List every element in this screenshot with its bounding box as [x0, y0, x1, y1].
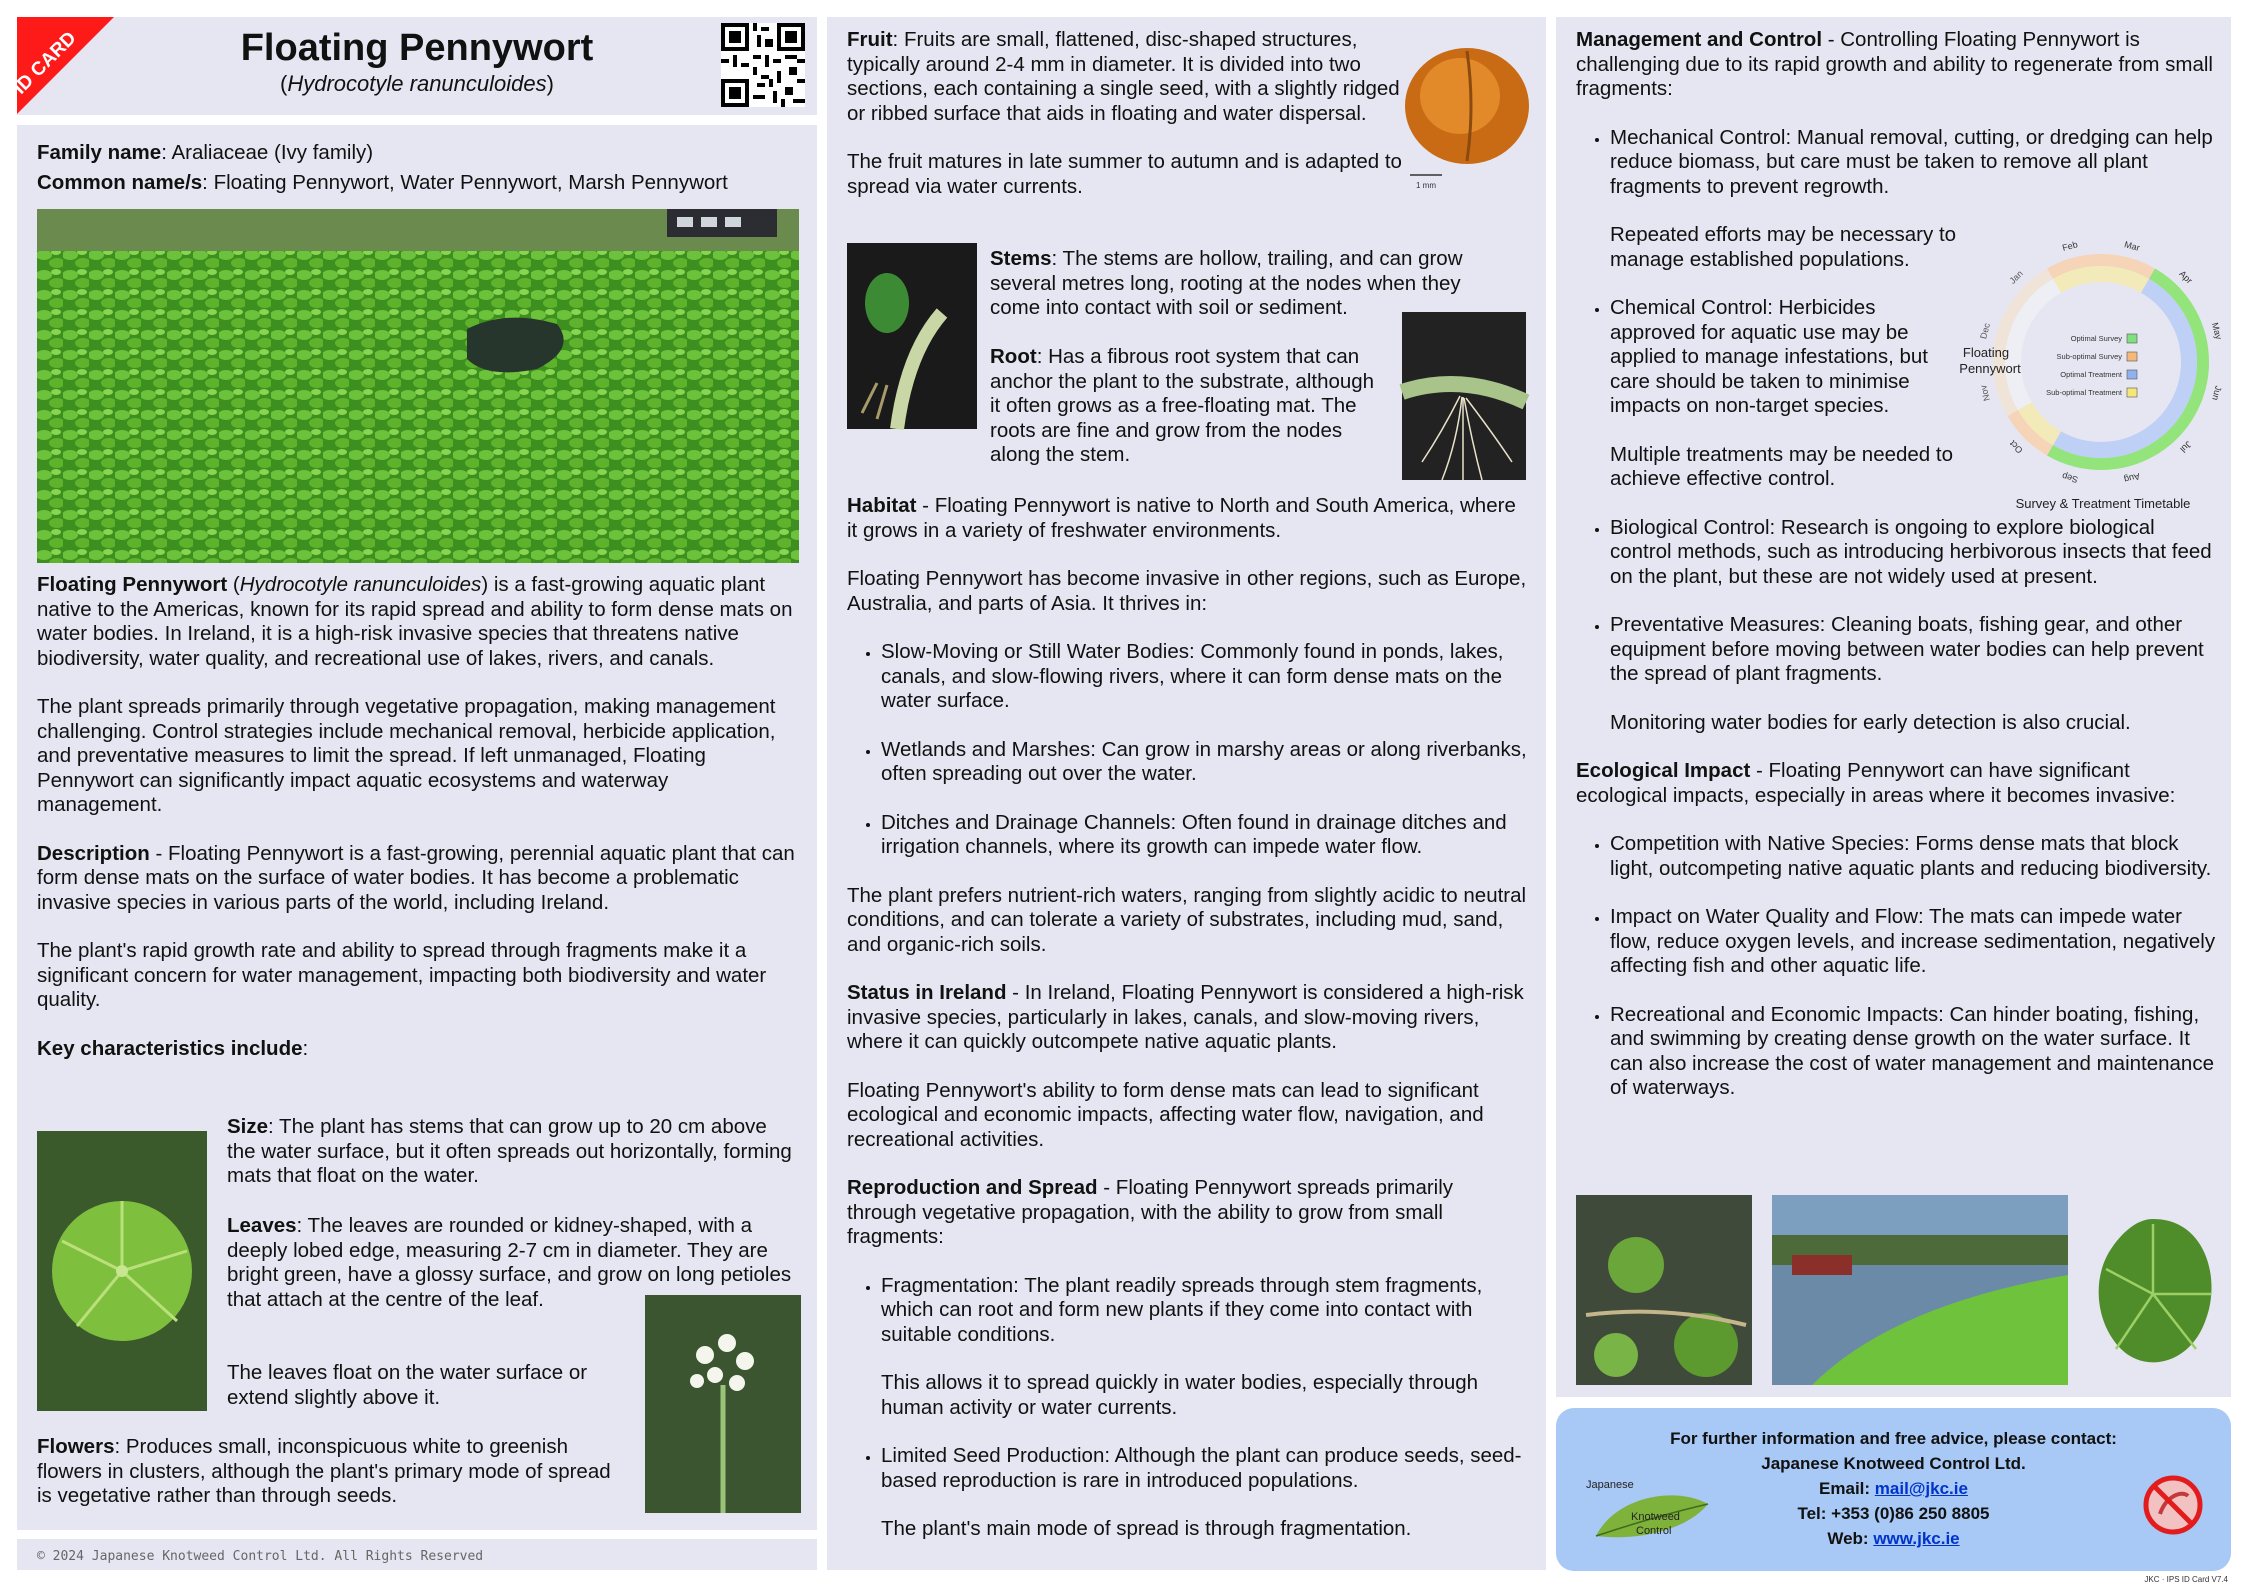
flowers-text: Flowers: Produces small, inconspicuous white to greenish flowers in clusters, although the plant's primary mode of spread is vegetative rather than through seeds. [37, 1435, 611, 1507]
contact-intro: For further information and free advice, please contact: [1670, 1429, 2117, 1448]
legend-label: Optimal Survey [2070, 334, 2122, 343]
management-text: Management and Control - Controlling Floating Pennywort is challenging due to its rapid growth and ability to regenerate from small fragments: [1576, 28, 2213, 100]
habitat-list [847, 640, 1527, 860]
month-label: Nov [1978, 384, 1992, 403]
canal-photo [1772, 1195, 2068, 1385]
badge-text: ID CARD [9, 27, 81, 99]
copyright-text: © 2024 Japanese Knotweed Control Ltd. All Rights Reserved [37, 1549, 484, 1564]
id-card-badge [9, 17, 117, 117]
month-label: Dec [1978, 321, 1992, 340]
seed-text-2: The plant's main mode of spread is through fragmentation. [881, 1517, 1412, 1540]
legend-label: Sub-optimal Survey [2056, 352, 2122, 361]
contact-phone: Tel: +353 (0)86 250 8805 [1797, 1504, 1990, 1523]
chemical-text-2: Multiple treatments may be needed to achieve effective control. [1610, 442, 1953, 490]
company-name: Japanese Knotweed Control Ltd. [1761, 1454, 2026, 1473]
middle-column [827, 17, 1546, 1570]
month-label: Apr [2177, 268, 2195, 286]
contact-web: Web: www.jkc.ie [1827, 1529, 1960, 1548]
logo-text: Control [1636, 1525, 1672, 1537]
contact-box [1556, 1408, 2231, 1571]
fruit-photo [1400, 41, 1534, 191]
qr-code-icon [721, 23, 805, 107]
logo-text: Knotweed [1631, 1511, 1680, 1523]
contact-email: Email: mail@jkc.ie [1819, 1479, 1968, 1498]
reproduction-text: Reproduction and Spread - Floating Pennywort spreads primarily through vegetative propagation, with the ability to grow from small fragments: [847, 1176, 1454, 1248]
root-text: Root: Has a fibrous root system that can anchor the plant to the substrate, although it often grows as a free-floating mat. The roots are fine and grow from the nodes along the stem. [990, 345, 1375, 466]
fragmentation-text-2: This allows it to spread quickly in water bodies, especially through human activity or water currents. [881, 1371, 1479, 1419]
no-knotweed-icon [2142, 1474, 2204, 1536]
spread-paragraph: The plant spreads primarily through vegetative propagation, making management challenging. Control strategies include mechanical removal, herbicide application, and preventative measures to limit the spread. If left unmanaged, Floating Pennywort can significantly impact aquatic ecosystems and waterway management. [37, 695, 776, 816]
month-label: Jul [2178, 439, 2194, 455]
flower-photo [645, 1295, 801, 1513]
copyright-bar [17, 1539, 817, 1570]
list-item: • Ditches and Drainage Channels: Often found in drainage ditches and irrigation channels, where its growth can impede water flow. [881, 811, 1527, 860]
mechanical-text-2: Repeated efforts may be necessary to manage established populations. [1610, 223, 1957, 271]
version-label: JKC · IPS ID Card V7.4 [2144, 1575, 2228, 1584]
single-leaf-photo [2086, 1199, 2221, 1384]
page-title: Floating Pennywort [240, 27, 594, 69]
month-label: Aug [2123, 471, 2142, 485]
list-item: • Preventative Measures: Cleaning boats, fishing gear, and other equipment before moving between water bodies can help prevent the spread of plant fragments. Monitoring water bodies for early detection is also crucial. [1610, 613, 2216, 735]
timetable-center-label-2: Pennywort [1959, 361, 2021, 376]
scale-label: 1 mm [1416, 181, 1436, 190]
water-mat-photo [37, 209, 799, 563]
timetable-legend [2046, 334, 2137, 397]
month-label: Jan [2007, 268, 2025, 286]
email-link[interactable]: mail@jkc.ie [1874, 1479, 1968, 1498]
legend-swatch [2127, 388, 2137, 397]
timetable-title: Survey & Treatment Timetable [2015, 496, 2191, 511]
growth-paragraph: The plant's rapid growth rate and ability to spread through fragments make it a significant concern for water management, impacting both biodiversity and water quality. [37, 939, 767, 1011]
ecological-list [1576, 832, 2216, 1101]
list-item: • Fragmentation: The plant readily spreads through stem fragments, which can root and form new plants if they come into contact with suitable conditions. This allows it to spread quickly in water bodies, especially through human activity or water currents. [881, 1274, 1527, 1421]
legend-swatch [2127, 370, 2137, 379]
size-text: Size: The plant has stems that can grow up to 20 cm above the water surface, but it often spreads out horizontally, forming mats that float on the water. [227, 1115, 792, 1187]
legend-label: Optimal Treatment [2060, 370, 2122, 379]
month-label: Sep [2060, 471, 2079, 485]
stems-text: Stems: The stems are hollow, trailing, and can grow several metres long, rooting at the nodes when they come into contact with soil or sediment. [990, 247, 1463, 319]
legend-swatch [2127, 352, 2137, 361]
key-characteristics-heading: Key characteristics include: [37, 1036, 309, 1060]
leaves-text-2: The leaves float on the water surface or extend slightly above it. [227, 1361, 588, 1409]
timetable-center-label-1: Floating [1962, 345, 2010, 360]
status-text-2: Floating Pennywort's ability to form dense mats can lead to significant ecological and economic impacts, affecting water flow, navigation, and recreational activities. [847, 1078, 1484, 1151]
root-photo [1402, 312, 1526, 480]
leaves-text: Leaves: The leaves are rounded or kidney-shaped, with a deeply lobed edge, measuring 2-7 cm in diameter. They are bright green, have a glossy surface, and grow on long petioles that attach at the centre of the leaf. [227, 1214, 792, 1311]
legend-swatch [2127, 334, 2137, 343]
month-label: Oct [2007, 438, 2025, 456]
ecological-text: Ecological Impact - Floating Pennywort can have significant ecological impacts, especially in areas where it becomes invasive: [1576, 759, 2176, 807]
list-item: • Impact on Water Quality and Flow: The mats can impede water flow, reduce oxygen levels, and increase sedimentation, negatively affecting fish and other aquatic life. [1610, 905, 2216, 979]
legend-label: Sub-optimal Treatment [2046, 388, 2122, 397]
list-item: • Chemical Control: Herbicides approved for aquatic use may be applied to manage infestations, but care should be taken to minimise impacts on non-target species. Multiple treatments may be needed to achieve effective control. [1610, 296, 2216, 492]
month-label: May [2209, 321, 2224, 341]
left-column [17, 125, 817, 1530]
fruit-text-2: The fruit matures in late summer to autumn and is adapted to spread via water currents. [847, 150, 1402, 198]
family-name: Family name: Araliaceae (Ivy family) [37, 141, 374, 164]
page-subtitle: (Hydrocotyle ranunculoides) [280, 71, 554, 96]
web-link[interactable]: www.jkc.ie [1873, 1529, 1960, 1548]
company-logo [1576, 1476, 1716, 1546]
month-label: Feb [2061, 239, 2079, 253]
description-paragraph: Description - Floating Pennywort is a fast-growing, perennial aquatic plant that can form dense mats on the surface of water bodies. It has become a problematic invasive species in various parts of the world, including Ireland. [37, 841, 795, 914]
list-item: • Wetlands and Marshes: Can grow in marshy areas or along riverbanks, often spreading out over the water. [881, 738, 1527, 787]
list-item: • Mechanical Control: Manual removal, cutting, or dredging can help reduce biomass, but care must be taken to remove all plant fragments to prevent regrowth. Repeated efforts may be necessary to manage established populations. [1610, 126, 2216, 273]
habitat-text: Habitat - Floating Pennywort is native to North and South America, where it grows in a variety of freshwater environments. [847, 494, 1516, 542]
habitat-text-3: The plant prefers nutrient-rich waters, ranging from slightly acidic to neutral conditions, and can tolerate a variety of substrates, including mud, sand, and organic-rich soils. [847, 883, 1527, 956]
leaves-in-water-photo [1576, 1195, 1752, 1385]
list-item: • Biological Control: Research is ongoing to explore biological control methods, such as introducing herbivorous insects that feed on the plant, but these are not widely used at present. [1610, 516, 2216, 590]
month-label: Mar [2123, 239, 2141, 253]
common-names: Common name/s: Floating Pennywort, Water Pennywort, Marsh Pennywort [37, 171, 728, 194]
right-column [1556, 17, 2231, 1397]
list-item: • Recreational and Economic Impacts: Can hinder boating, fishing, and swimming by creating dense growth on the water surface. It can also increase the cost of water management and maintenance of waterways. [1610, 1003, 2216, 1101]
status-text: Status in Ireland - In Ireland, Floating Pennywort is considered a high-risk invasive species, particularly in lakes, canals, and slow-moving rivers, where it can quickly outcompete native aquatic plants. [847, 981, 1524, 1053]
logo-text: Japanese [1586, 1479, 1634, 1491]
leaf-photo [37, 1131, 207, 1411]
month-label: Jun [2210, 384, 2224, 402]
list-item: • Slow-Moving or Still Water Bodies: Commonly found in ponds, lakes, canals, and slow-flowing rivers, where it can form dense mats on the water surface. [881, 640, 1527, 714]
habitat-text-2: Floating Pennywort has become invasive in other regions, such as Europe, Australia, and parts of Asia. It thrives in: [847, 567, 1527, 615]
header-panel [9, 17, 817, 115]
preventative-text-2: Monitoring water bodies for early detection is also crucial. [1610, 710, 2131, 734]
list-item: • Competition with Native Species: Forms dense mats that block light, outcompeting native aquatic plants and reducing biodiversity. [1610, 832, 2216, 881]
fruit-text: Fruit: Fruits are small, flattened, disc-shaped structures, typically around 2-4 mm in diameter. It is divided into two sections, each containing a single seed, with a slightly ridged or ribbed surface that aids in floating and water dispersal. [847, 28, 1400, 125]
list-item: • Limited Seed Production: Although the plant can produce seeds, seed-based reproduction is rare in introduced populations. The plant's main mode of spread is through fragmentation. [881, 1444, 1527, 1542]
reproduction-list [847, 1274, 1527, 1542]
intro-paragraph: Floating Pennywort (Hydrocotyle ranunculoides) is a fast-growing aquatic plant native to the Americas, known for its rapid spread and ability to form dense mats on water bodies. In Ireland, it is a high-risk invasive species that threatens native biodiversity, water quality, and recreational use of lakes, rivers, and canals. [37, 573, 793, 670]
treatment-timetable [1946, 222, 2224, 512]
stem-photo [847, 243, 977, 429]
